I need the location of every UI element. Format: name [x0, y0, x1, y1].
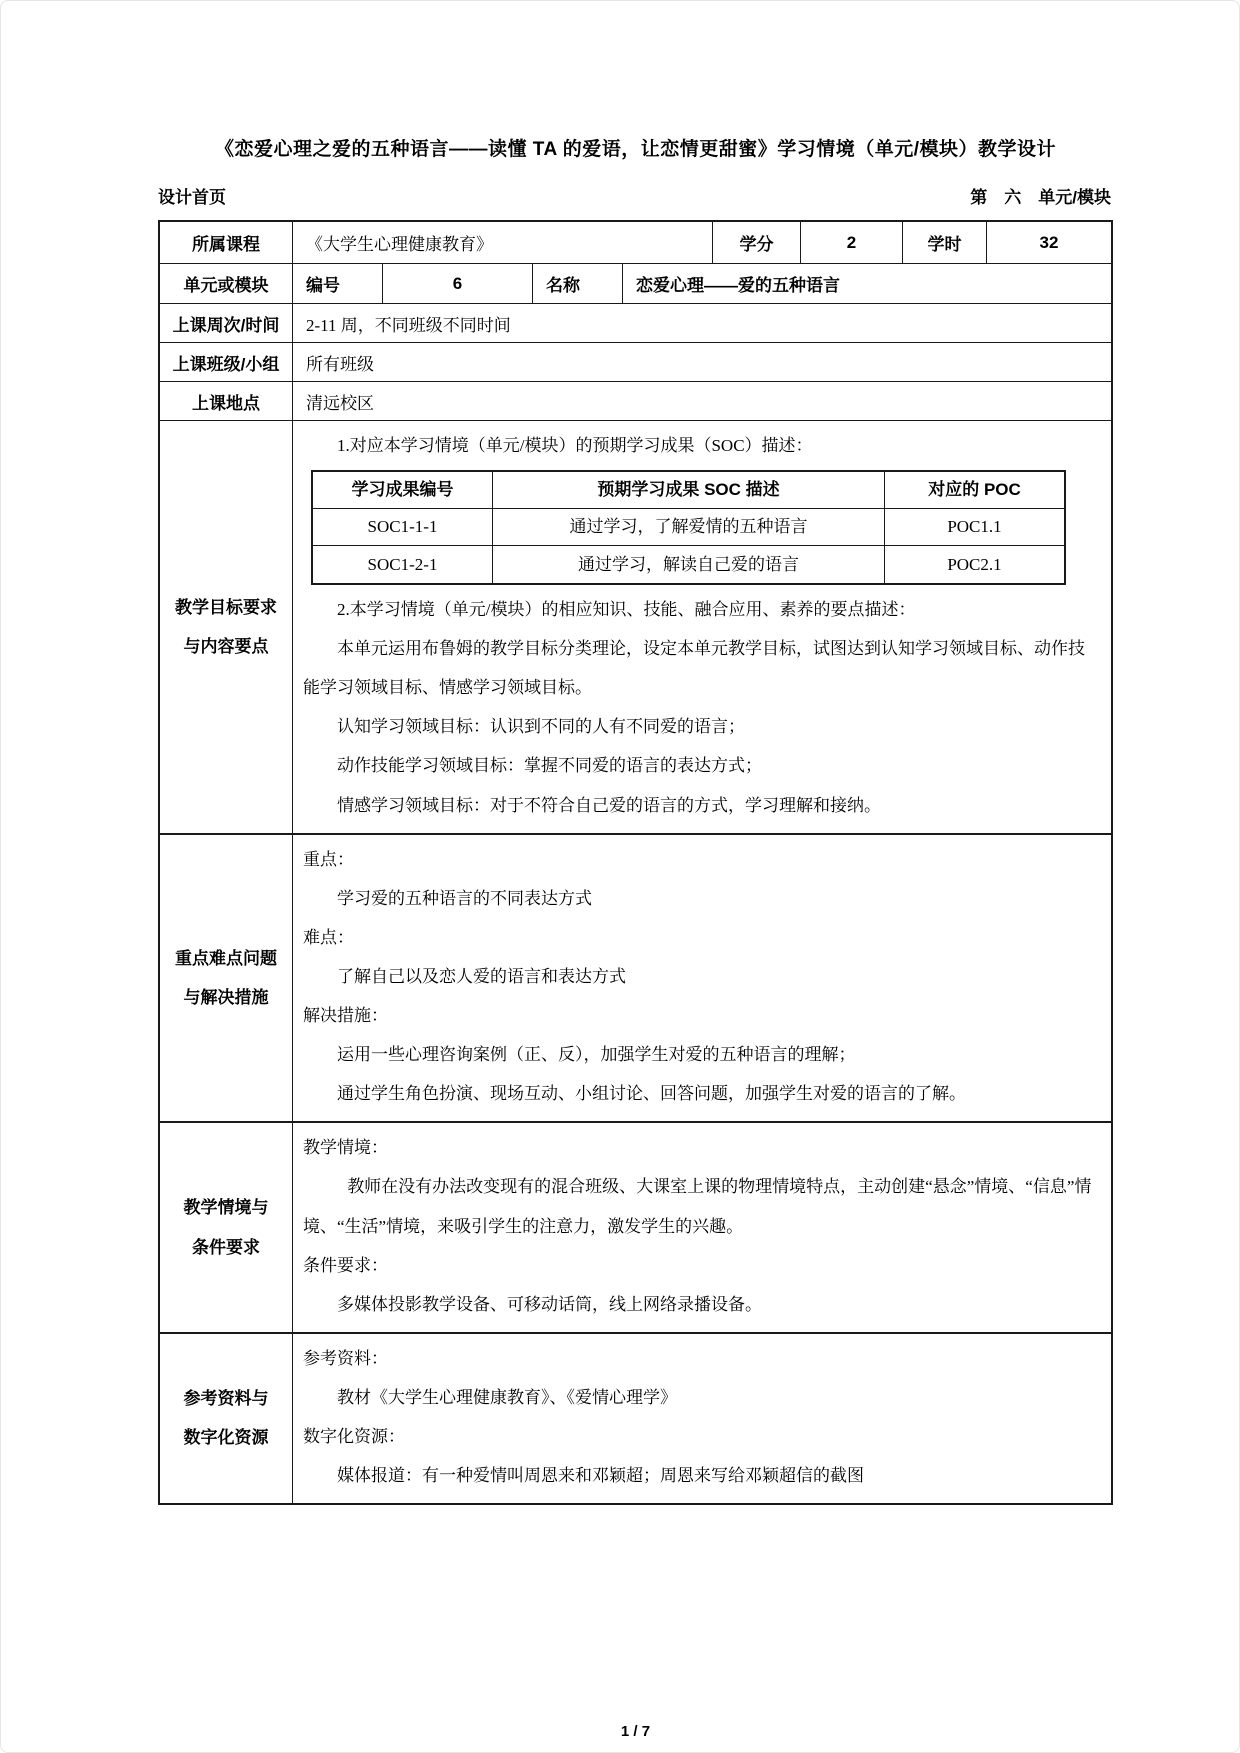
soc-table [311, 470, 1066, 585]
context-content [293, 1123, 1111, 1331]
goals-row-label-line1: 教学目标要求 [175, 597, 277, 617]
situation-label: 教学情境： [303, 1138, 388, 1158]
unit-number-value: 6 [383, 264, 533, 303]
soc-description-heading: 1.对应本学习情境（单元/模块）的预期学习成果（SOC）描述： [337, 436, 813, 455]
cognitive-goal: 认知学习领域目标：认识到不同的人有不同爱的语言； [337, 717, 745, 737]
unit-name-value: 恋爱心理——爱的五种语言 [636, 276, 840, 295]
table-row-keypoints [160, 835, 1111, 1124]
location-label: 上课地点 [160, 382, 293, 420]
focus-label: 重点： [303, 849, 354, 869]
hours-label: 学时 [903, 222, 987, 263]
references-row-label-line1: 参考资料与 [183, 1389, 269, 1409]
soc-poc: POC2.1 [947, 554, 1002, 574]
table-row-class [160, 343, 1111, 382]
table-row-course [160, 222, 1111, 264]
context-row-label-line1: 教学情境与 [183, 1198, 269, 1218]
table-row-location [160, 382, 1111, 421]
soc-table-row [313, 546, 1064, 583]
digital-resource-label: 数字化资源： [303, 1426, 405, 1446]
soc-code: SOC1-1-1 [313, 509, 493, 545]
keypoints-row-label [160, 835, 293, 1122]
table-row-goals [160, 421, 1111, 835]
week-time-value: 2-11 周，不同班级不同时间 [306, 315, 511, 335]
soc-header-poc: 对应的 POC [928, 480, 1021, 500]
sub-header-row [158, 183, 1113, 208]
credit-label: 学分 [713, 222, 801, 263]
solution-label: 解决措施： [303, 1006, 388, 1026]
design-front-page-label: 设计首页 [158, 188, 226, 207]
week-time-label: 上课周次/时间 [160, 304, 293, 342]
document-content [158, 1, 1113, 1740]
table-row-unit [160, 264, 1111, 304]
bloom-theory-paragraph: 本单元运用布鲁姆的教学目标分类理论，设定本单元教学目标，试图达到认知学习领域目标、动作技能学习领域目标、情感学习领域目标。 [303, 639, 1085, 698]
references-content [293, 1334, 1111, 1503]
table-row-context [160, 1123, 1111, 1333]
course-label: 所属课程 [160, 222, 293, 263]
table-row-week [160, 304, 1111, 343]
hours-value: 32 [1039, 232, 1059, 252]
condition-label: 条件要求： [303, 1255, 388, 1275]
keypoints-row-label-line1: 重点难点问题 [175, 948, 277, 968]
page-number: 1 / 7 [620, 1723, 651, 1741]
table-row-references [160, 1334, 1111, 1503]
soc-desc: 通过学习，解读自己爱的语言 [493, 546, 885, 583]
goals-row-label [160, 421, 293, 833]
condition-text: 多媒体投影教学设备、可移动话筒，线上网络录播设备。 [337, 1294, 762, 1314]
references-row-label-line2: 数字化资源 [183, 1428, 269, 1448]
goals-row-label-line2: 与内容要点 [183, 636, 269, 656]
context-row-label-line2: 条件要求 [192, 1237, 260, 1257]
soc-poc: POC1.1 [947, 517, 1002, 537]
goals-content [293, 421, 1111, 833]
reference-text: 教材《大学生心理健康教育》、《爱情心理学》 [337, 1387, 677, 1407]
class-group-label: 上课班级/小组 [160, 343, 293, 381]
affective-goal: 情感学习领域目标：对于不符合自己爱的语言的方式，学习理解和接纳。 [337, 795, 881, 815]
soc-header-code: 学习成果编号 [313, 472, 493, 508]
course-value: 《大学生心理健康教育》 [293, 222, 713, 263]
design-table [158, 220, 1113, 1505]
soc-code: SOC1-2-1 [313, 546, 493, 583]
keypoints-content [293, 835, 1111, 1122]
difficulty-text: 了解自己以及恋人爱的语言和表达方式 [337, 966, 626, 986]
knowledge-points-heading: 2.本学习情境（单元/模块）的相应知识、技能、融合应用、素养的要点描述： [337, 600, 916, 620]
context-row-label [160, 1123, 293, 1331]
soc-table-row [313, 509, 1064, 546]
location-value: 清远校区 [306, 393, 374, 413]
digital-resource-text: 媒体报道：有一种爱情叫周恩来和邓颖超；周恩来写给邓颖超信的截图 [337, 1466, 864, 1486]
references-row-label [160, 1334, 293, 1503]
keypoints-row-label-line2: 与解决措施 [183, 987, 269, 1007]
soc-header-desc: 预期学习成果 SOC 描述 [493, 472, 885, 508]
skill-goal: 动作技能学习领域目标：掌握不同爱的语言的表达方式； [337, 756, 762, 776]
soc-desc: 通过学习，了解爱情的五种语言 [493, 509, 885, 545]
solution-item-2: 通过学生角色扮演、现场互动、小组讨论、回答问题，加强学生对爱的语言的了解。 [337, 1084, 966, 1104]
unit-module-label: 单元或模块 [160, 264, 293, 303]
solution-item-1: 运用一些心理咨询案例（正、反），加强学生对爱的五种语言的理解； [337, 1045, 856, 1065]
unit-name-label: 名称 [533, 264, 623, 303]
situation-text: 教师在没有办法改变现有的混合班级、大课室上课的物理情境特点，主动创建“悬念”情境、“信息”情境、“生活”情境，来吸引学生的注意力，激发学生的兴趣。 [303, 1177, 1092, 1236]
class-group-value: 所有班级 [306, 354, 374, 374]
document-title: 《恋爱心理之爱的五种语言——读懂 TA 的爱语，让恋情更甜蜜》学习情境（单元/模块）教学设计 [214, 139, 1057, 160]
unit-number-label: 编号 [293, 264, 383, 303]
unit-number-heading: 第 六 单元/模块 [970, 188, 1111, 207]
credit-value: 2 [801, 222, 903, 263]
reference-label: 参考资料： [303, 1348, 388, 1368]
difficulty-label: 难点： [303, 927, 354, 947]
focus-text: 学习爱的五种语言的不同表达方式 [337, 888, 592, 908]
soc-table-header-row [313, 472, 1064, 509]
